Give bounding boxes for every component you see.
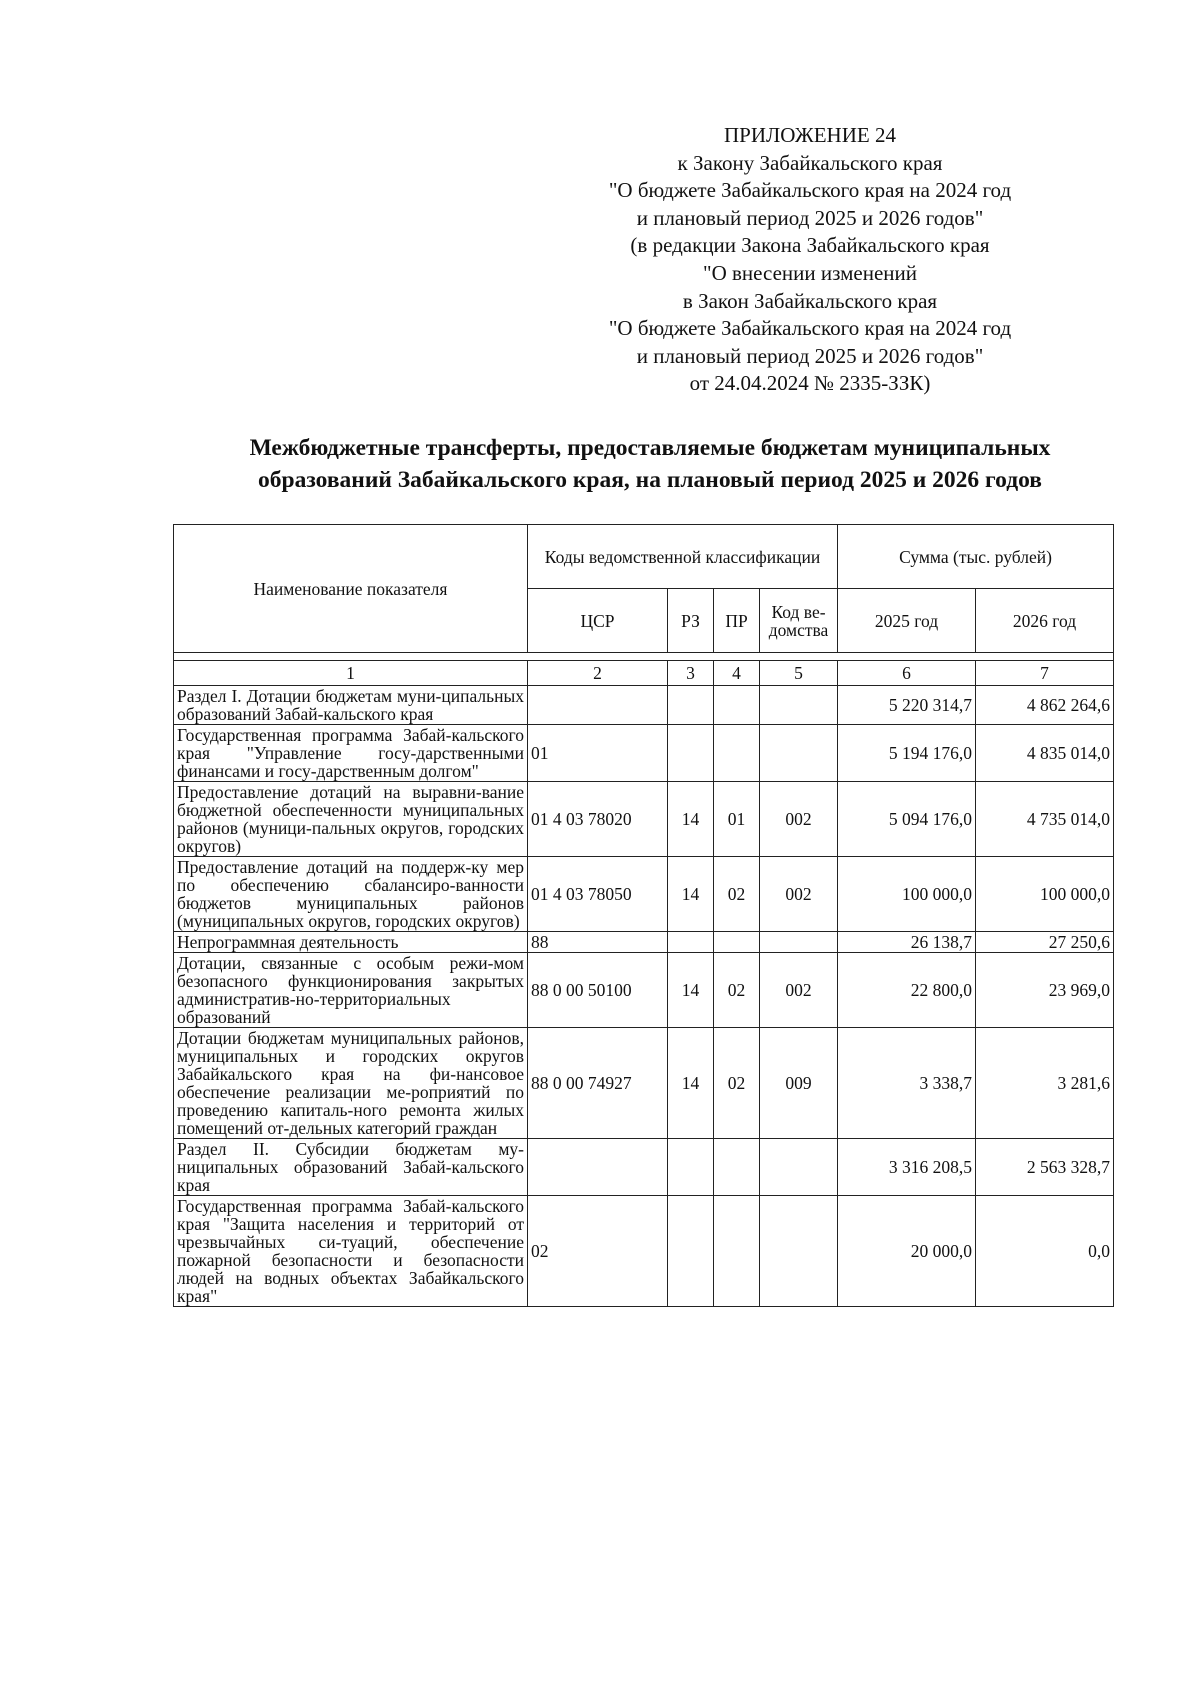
header-rz: РЗ (668, 589, 714, 653)
row-csr: 88 0 00 74927 (528, 1028, 668, 1139)
row-name: Дотации бюджетам муниципальных районов, муниципальных и городских округов Забайкальского края на фи-нансовое обеспечение реализации ме-роприятий по проведению капиталь-ного ремонта жилых помещений от-дельных категорий граждан (174, 1028, 528, 1139)
column-number: 2 (528, 661, 668, 686)
column-number: 3 (668, 661, 714, 686)
title-line-1: Межбюджетные трансферты, предоставляемые бюджетам муниципальных (249, 435, 1051, 461)
row-pr: 01 (714, 782, 760, 857)
row-pr: 02 (714, 857, 760, 932)
row-csr: 88 0 00 50100 (528, 953, 668, 1028)
row-dept: 002 (760, 782, 838, 857)
row-csr: 01 (528, 725, 668, 782)
row-2025: 26 138,7 (838, 932, 976, 953)
row-pr (714, 1139, 760, 1196)
column-number: 1 (174, 661, 528, 686)
row-2025: 20 000,0 (838, 1196, 976, 1307)
row-2026: 0,0 (976, 1196, 1114, 1307)
appendix-line: и плановый период 2025 и 2026 годов" (636, 205, 984, 230)
row-rz (668, 725, 714, 782)
row-2026: 3 281,6 (976, 1028, 1114, 1139)
row-rz (668, 932, 714, 953)
row-rz: 14 (668, 953, 714, 1028)
appendix-line: "О внесении изменений (703, 260, 917, 285)
table-row (174, 932, 1114, 953)
row-dept: 002 (760, 953, 838, 1028)
table-row (174, 1028, 1114, 1139)
row-name: Предоставление дотаций на выравни-вание бюджетной обеспеченности муниципальных районов (муници-пальных округов, городских округов) (174, 782, 528, 857)
row-2026: 4 835 014,0 (976, 725, 1114, 782)
row-dept (760, 1139, 838, 1196)
column-number: 6 (838, 661, 976, 686)
table-row (174, 953, 1114, 1028)
table-row (174, 1196, 1114, 1307)
row-2026: 23 969,0 (976, 953, 1114, 1028)
row-2025: 5 094 176,0 (838, 782, 976, 857)
row-csr (528, 1139, 668, 1196)
table-row (174, 725, 1114, 782)
row-dept: 002 (760, 857, 838, 932)
document-title (150, 432, 1150, 496)
row-pr (714, 725, 760, 782)
row-rz (668, 1196, 714, 1307)
row-rz (668, 1139, 714, 1196)
row-2025: 100 000,0 (838, 857, 976, 932)
header-2026: 2026 год (976, 589, 1114, 653)
appendix-line: (в редакции Закона Забайкальского края (630, 233, 990, 258)
row-pr (714, 686, 760, 725)
row-dept (760, 686, 838, 725)
row-dept (760, 932, 838, 953)
appendix-line: в Закон Забайкальского края (682, 288, 938, 313)
table-row (174, 857, 1114, 932)
header-dept: Код ве-домства (760, 589, 838, 653)
column-number: 7 (976, 661, 1114, 686)
row-name: Раздел I. Дотации бюджетам муни-ципальных образований Забай-кальского края (174, 686, 528, 725)
row-2026: 4 735 014,0 (976, 782, 1114, 857)
column-number: 4 (714, 661, 760, 686)
header-pr: ПР (714, 589, 760, 653)
header-2025: 2025 год (838, 589, 976, 653)
row-2025: 3 316 208,5 (838, 1139, 976, 1196)
row-dept (760, 1196, 838, 1307)
row-pr: 02 (714, 1028, 760, 1139)
row-name: Раздел II. Субсидии бюджетам му-ниципальных образований Забай-кальского края (174, 1139, 528, 1196)
row-2025: 5 220 314,7 (838, 686, 976, 725)
appendix-line: к Закону Забайкальского края (677, 150, 943, 175)
row-name: Непрограммная деятельность (174, 932, 528, 953)
row-2025: 5 194 176,0 (838, 725, 976, 782)
row-pr (714, 932, 760, 953)
table-row (174, 782, 1114, 857)
row-csr: 01 4 03 78050 (528, 857, 668, 932)
row-pr: 02 (714, 953, 760, 1028)
row-name: Дотации, связанные с особым режи-мом безопасного функционирования закрытых административ-но-территориальных образований (174, 953, 528, 1028)
row-name: Предоставление дотаций на поддерж-ку мер по обеспечению сбалансиро-ванности бюджетов муниципальных районов (муниципальных округов, городских округов) (174, 857, 528, 932)
row-pr (714, 1196, 760, 1307)
row-name: Государственная программа Забай-кальского края "Защита населения и территорий от чрезвычайных си-туаций, обеспечение пожарной безопасности и безопасности людей на водных объектах Забайкальского края" (174, 1196, 528, 1307)
row-2025: 22 800,0 (838, 953, 976, 1028)
header-sum: Сумма (тыс. рублей) (838, 525, 1114, 589)
row-rz (668, 686, 714, 725)
row-name: Государственная программа Забай-кальского края "Управление госу-дарственными финансами и госу-дарственным долгом" (174, 725, 528, 782)
appendix-line: "О бюджете Забайкальского края на 2024 год (608, 178, 1012, 203)
row-rz: 14 (668, 1028, 714, 1139)
appendix-line: "О бюджете Забайкальского края на 2024 год (608, 316, 1012, 341)
appendix-header (560, 122, 1060, 398)
column-number: 5 (760, 661, 838, 686)
row-2026: 4 862 264,6 (976, 686, 1114, 725)
row-csr: 01 4 03 78020 (528, 782, 668, 857)
table-row (174, 686, 1114, 725)
table-row (174, 1139, 1114, 1196)
row-2026: 100 000,0 (976, 857, 1114, 932)
transfers-table (173, 524, 1114, 1307)
header-codes: Коды ведомственной классификации (528, 525, 838, 589)
appendix-line: и плановый период 2025 и 2026 годов" (636, 343, 984, 368)
column-number-row (174, 661, 1114, 686)
appendix-line: от 24.04.2024 № 2335-ЗЗК) (689, 371, 931, 396)
row-2026: 2 563 328,7 (976, 1139, 1114, 1196)
row-csr: 88 (528, 932, 668, 953)
row-rz: 14 (668, 782, 714, 857)
row-2025: 3 338,7 (838, 1028, 976, 1139)
row-dept (760, 725, 838, 782)
row-dept: 009 (760, 1028, 838, 1139)
header-gap (174, 653, 1114, 661)
row-rz: 14 (668, 857, 714, 932)
row-2026: 27 250,6 (976, 932, 1114, 953)
row-csr (528, 686, 668, 725)
title-line-2: образований Забайкальского края, на плановый период 2025 и 2026 годов (258, 467, 1042, 493)
appendix-line: ПРИЛОЖЕНИЕ 24 (724, 123, 896, 147)
row-csr: 02 (528, 1196, 668, 1307)
header-csr: ЦСР (528, 589, 668, 653)
header-name: Наименование показателя (174, 525, 528, 653)
